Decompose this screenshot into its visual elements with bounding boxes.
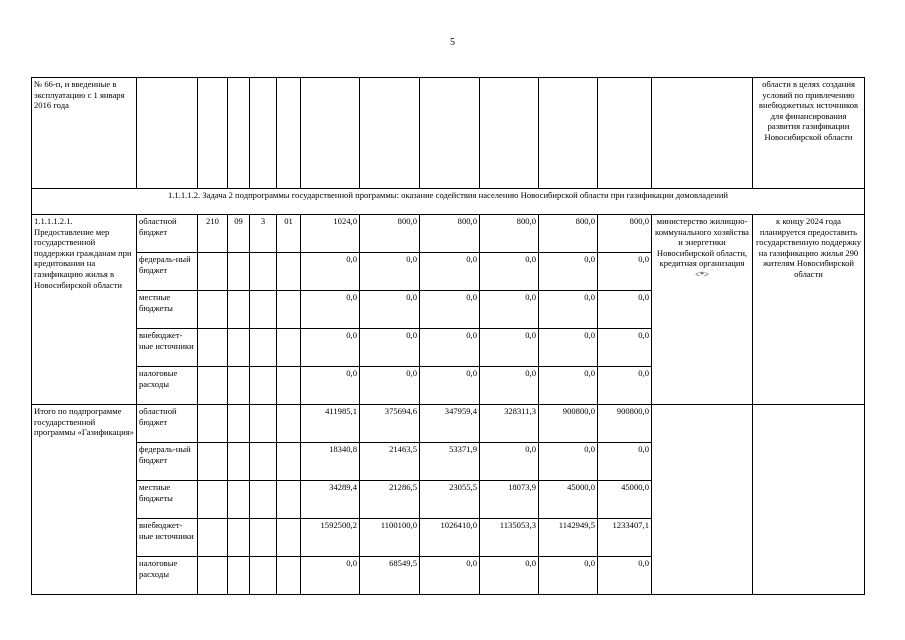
measure-value: 800,0	[360, 215, 420, 253]
measure-source-4: налоговые расходы	[137, 367, 198, 405]
measure-value: 0,0	[360, 329, 420, 367]
measure-value: 0,0	[598, 329, 652, 367]
total-source-1: федераль-ный бюджет	[137, 443, 198, 481]
total-value: 68549,5	[360, 557, 420, 595]
total-value: 0,0	[480, 557, 539, 595]
total-source-4: налоговые расходы	[137, 557, 198, 595]
total-source-2: местные бюджеты	[137, 481, 198, 519]
code-section: 09	[228, 215, 250, 253]
total-value: 1100100,0	[360, 519, 420, 557]
code-grbs: 210	[198, 215, 228, 253]
measure-value: 0,0	[480, 291, 539, 329]
page-number: 5	[450, 37, 455, 48]
continuation-row	[32, 78, 865, 189]
measure-row	[32, 215, 865, 253]
measure-value: 0,0	[360, 253, 420, 291]
total-value: 21463,5	[360, 443, 420, 481]
task-title: 1.1.1.1.2. Задача 2 подпрограммы государственной программы: оказание содействия населению Новосибирской области при газификации домовладений	[32, 189, 865, 215]
total-value: 0,0	[598, 557, 652, 595]
total-value: 0,0	[301, 557, 360, 595]
total-result	[753, 405, 865, 595]
total-value: 18340,8	[301, 443, 360, 481]
measure-value: 0,0	[360, 291, 420, 329]
measure-value: 0,0	[301, 329, 360, 367]
measure-value: 800,0	[598, 215, 652, 253]
total-source-3: внебюджет-ные источники	[137, 519, 198, 557]
measure-value: 0,0	[539, 329, 598, 367]
total-row	[32, 405, 865, 443]
total-value: 900800,0	[539, 405, 598, 443]
measure-value: 0,0	[598, 367, 652, 405]
measure-value: 0,0	[539, 367, 598, 405]
continuation-goal: области в целях создания условий по привлечению внебюджетных источников для финансирования развития газификации Новосибирской области	[753, 78, 865, 189]
total-value: 1592500,2	[301, 519, 360, 557]
measure-value: 0,0	[420, 291, 480, 329]
total-value: 0,0	[420, 557, 480, 595]
total-value: 23055,5	[420, 481, 480, 519]
measure-value: 800,0	[539, 215, 598, 253]
program-table	[31, 77, 865, 595]
measure-value: 0,0	[598, 291, 652, 329]
total-value: 347959,4	[420, 405, 480, 443]
total-value: 375694,6	[360, 405, 420, 443]
measure-source-1: федераль-ный бюджет	[137, 253, 198, 291]
total-value: 1135053,3	[480, 519, 539, 557]
code-target: 3	[250, 215, 277, 253]
measure-value: 0,0	[480, 329, 539, 367]
total-value: 0,0	[539, 443, 598, 481]
task-row	[32, 189, 865, 215]
measure-value: 0,0	[301, 367, 360, 405]
measure-value: 0,0	[480, 253, 539, 291]
measure-value: 0,0	[480, 367, 539, 405]
total-value: 45000,0	[598, 481, 652, 519]
total-desc: Итого по подпрограмме государственной программы «Газификация»	[32, 405, 137, 595]
measure-source-3: внебюджет-ные источники	[137, 329, 198, 367]
measure-value: 800,0	[420, 215, 480, 253]
total-value: 0,0	[480, 443, 539, 481]
total-value: 45000,0	[539, 481, 598, 519]
total-value: 1233407,1	[598, 519, 652, 557]
measure-value: 1024,0	[301, 215, 360, 253]
measure-value: 0,0	[420, 329, 480, 367]
total-executor	[652, 405, 753, 595]
measure-source-0: областной бюджет	[137, 215, 198, 253]
total-value: 21286,5	[360, 481, 420, 519]
total-value: 411985,1	[301, 405, 360, 443]
code-expense: 01	[277, 215, 301, 253]
total-value: 900800,0	[598, 405, 652, 443]
continuation-desc: № 66-п, и введенные в эксплуатацию с 1 января 2016 года	[32, 78, 137, 189]
measure-value: 0,0	[420, 367, 480, 405]
total-source-0: областной бюджет	[137, 405, 198, 443]
measure-value: 0,0	[598, 253, 652, 291]
total-value: 34289,4	[301, 481, 360, 519]
measure-value: 0,0	[301, 291, 360, 329]
total-value: 328311,3	[480, 405, 539, 443]
total-value: 18073,9	[480, 481, 539, 519]
total-value: 1026410,0	[420, 519, 480, 557]
measure-value: 800,0	[480, 215, 539, 253]
measure-value: 0,0	[420, 253, 480, 291]
total-value: 53371,9	[420, 443, 480, 481]
measure-value: 0,0	[539, 291, 598, 329]
measure-value: 0,0	[301, 253, 360, 291]
total-value: 1142949,5	[539, 519, 598, 557]
total-value: 0,0	[598, 443, 652, 481]
measure-executor: министерство жилищно-коммунального хозяйства и энергетики Новосибирской области, кредитная организация <*>	[652, 215, 753, 405]
measure-source-2: местные бюджеты	[137, 291, 198, 329]
measure-value: 0,0	[360, 367, 420, 405]
measure-value: 0,0	[539, 253, 598, 291]
total-value: 0,0	[539, 557, 598, 595]
measure-desc: 1.1.1.1.2.1. Предоставление мер государственной поддержки гражданам при кредитовании на газификацию жилья в Новосибирской области	[32, 215, 137, 405]
measure-result: к концу 2024 года планируется предоставить государственную поддержку на газификацию жилья 290 жителям Новосибирской области	[753, 215, 865, 405]
